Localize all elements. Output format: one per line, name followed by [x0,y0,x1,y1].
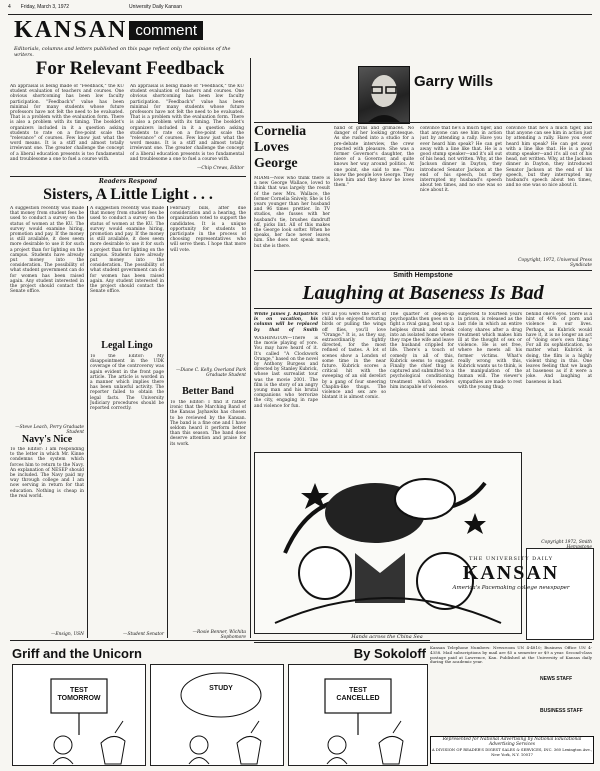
hempstone-col2: For all you were the sort of child who enjoyed torturing birds or pulling the wings off flies, you'll love "Orange." It is, as they say, extraordinarily tightly directed, for the most refined of tastes. A lot of scenes show a London of some time in the near future. Kubrick scores a critical hit with the sweeping of an old derelict by a gang of four sneering Chaplin-like thugs. The violence and sex are so blatant it is almost comic. [322,312,386,401]
legal-letter-signature: —Student Senator [123,632,164,637]
hempstone-headline: Laughing at Baseness Is Bad [302,282,544,304]
ad-rep-line: Represented for National Advertising by National Educational Advertising Services [442,737,582,747]
divider [254,122,592,123]
comic-title: Griff and the Unicorn [12,646,142,661]
page-number: 4 [8,4,11,10]
ad-address: A DIVISION OF READER'S DIGEST SALES & SERVICES, INC. 360 Lexington Ave., New York, N.Y. 10017 [431,747,593,757]
sisters-letter-continued: A suggestion recently was made that money from student fees be used to conduct a survey on the status of women at the KU. The survey would examine hiring, promotion and pay. If the money is still available, it does seem more desirable to use it for such a project than for lighting on the campus. Students have already put money into the consideration. The possibility of what student government can do for women has been raised again. Any student interested in the project should contact the Senate office. [90,206,164,295]
editorial-body-col1: An appraisal is being made of "Feedback," the KU student evaluation of teachers and courses. One obvious shortcoming has been low faculty participation. "Feedback's" value has been minimal for many students whose future professors have not felt the need to be evaluated. That is a problem with the evaluation form. There is also a problem with its timing. The booklet's organizers included in it a question asking students to rate on a five-point scale the "relevance" of courses. Few know just what the word means. It is a stiff and almost totally irrelevant one. The greater challenge the concept of a liberal education presents is too fundamental and troublesome a one to fuel a course with. [10,84,124,162]
hempstone-kicker: Smith Hempstone [393,272,453,279]
business-staff-heading: BUSINESS STAFF [540,708,583,714]
divider [10,640,430,641]
hempstone-col4: subjected to fourteen years in prison, is released as the last ride in which an entire colony shares after a drug treatment which makes him ill at the thought of sex or violence. He is set free, where he meets all his former victims. What's really wrong with this, Kubrick wants us to think, is the manipulation of the human will. The viewer's sympathies are made to rest with the young thug. [458,312,522,390]
column-rule [87,206,88,638]
staff-details: Kansan Telephone Numbers: Newsroom UN 4-4810; Business Office UN 4-4358. Mail subscriptions by mail are $5 a semester or $9 a year. Second-class postage paid at Lawrence, Kan. Published at the University of Kansas daily during the academic year. [430,646,592,665]
divider [254,270,592,271]
hempstone-col5: behind one's eyes. There is a hint of 40% of porn and violence in our lives. Perhaps, as Kubrick would have it, it is no longer an act of "doing one's own thing." For all its sophistication, no matter what Kubrick is doing, the film is a highly violent thing in this. One leaves feeling that we laugh at baseness as if it were a joke. And laughing at baseness is bad. [526,312,592,385]
band-letter-body: To the Editor: I find it rather ironic that the Marching Band of the Kansas Jayhawks has chosen to be reviewed by the Kansan. The band is a fine one and I have seldom heard it perform better than this season. The band does deserve attention and praise for its work. [170,400,246,447]
navy-headline: Navy's Nice [21,434,73,445]
staff-masthead [430,556,592,591]
masthead-subhead: Editorials, columns and letters published on this page reflect only the opinions of the writers. [14,46,231,58]
folio-date: Friday, March 3, 1972 [20,4,70,10]
comic-byline: By Sokoloff [353,646,426,661]
band-headline: Better Band [182,386,234,397]
divider [10,176,246,177]
sisters-letter-signature: —Steve Leach, Perry Graduate Student [15,425,84,435]
columnist-photo [358,66,410,124]
hempstone-col1: WASHINGTON—There is the movie playing of yore. You may have heard of it. It's called "A Clockwork Orange," based on the novel by Anthony Burgess and directed by Stanley Kubrick, whose last surrealist tour was the movie 2001. The film is the story of an angry young man and his brutal companions who terrorize the city, engaging in rape and violence for fun. [254,336,318,409]
political-cartoon [254,452,522,634]
readers-kicker: Readers Respond [98,178,158,185]
staff-name: KANSAN [462,562,560,584]
column-rule [167,206,168,638]
folio-paper: University Daily Kansan [129,4,182,10]
fair-letter-signature: —Diane C. Kelly, Overland Park Graduate Student [176,368,246,378]
comic-panel-3 [288,664,428,766]
navy-letter-body: To the Editor: I am responding to the letter in which Mr. Kinne condemns the system which forces him to return to the Navy. An explanation of NESEP should be included. The Navy paid my way through college and I am now serving in return for that education. Nothing is cheap in the real world. [10,447,84,499]
hempstone-col3: The quarter of doped-up psychopaths then goes on to fight a rival gang, beat up a helpless drunk and break into an isolated home where they rape the wife and leave the husband crippled for life. There's a touch of comedy in all of this, Kubrick seems to suggest. Finally the chief thug is captured and submitted to a psychological conditioning treatment which renders him incapable of violence. [390,312,454,390]
cornelia-body-col2: hand of grins and grimaces. No danger of her looking grotesque. As she rushed into a studio for a pre-debate interview, the crew reacted with pleasure. She was a former Governor's daughter, the niece of a Governor, and quite knows her way around politics. At one point, she said to me: "You know the people love George. They love him and they know he loves them." [334,126,414,189]
legal-letter-body: To the Editor: My disappointment in the UDK coverage of the controversy was again evident in the front page article. The article is worded in a manner which implies there has been unlawful activity. The reporter failed to obtain the legal facts. The University Judiciary procedures should be reported correctly. [90,354,164,412]
cartoon-caption: Hands across the China Sea [351,634,423,640]
editorial-signature: —Chip Crews, Editor [197,166,244,171]
wills-name: Garry Wills [414,73,494,90]
masthead-section: comment [129,21,203,40]
folio-line [8,4,592,15]
staff-paper-line: THE UNIVERSITY DAILY [468,556,554,562]
sisters-letter-body: A suggestion recently was made that money from student fees be used to conduct a survey on the status of women at the KU. The survey would examine hiring, promotion and pay. If the money is still available, it does seem more desirable to use it for such a project than for lighting on the campus. Students have already put money into the consideration. The possibility of what student government can do for women has been raised again. Any student interested in the project should contact the Senate office. [10,206,84,295]
fair-letter-body: February bills, after due consideration and a hearing, the organization voted to support the candidates. It is a unique opportunity for students to participate in the process of choosing representatives who will serve them. I hope that more will vote. [170,206,246,253]
panel3-sign: TEST CANCELLED [336,687,380,702]
cornelia-headline: Cornelia Loves George [254,124,307,171]
panel2-sign: STUDY [209,685,233,692]
ad-representation-box [430,736,594,764]
masthead-name: KANSAN [14,16,128,43]
editorial-body-col2: An appraisal is being made of "Feedback," the KU student evaluation of teachers and courses. One obvious shortcoming has been low faculty participation. "Feedback's" value has been minimal for many students whose future professors have not felt the need to be evaluated. That is a problem with the evaluation form. There is also a problem with its timing. The booklet's organizers included in it a question asking students to rate on a five-point scale the "relevance" of courses. Few know just what the word means. It is a stiff and almost totally irrelevant one. The greater challenge the concept of a liberal education presents is too fundamental and troublesome a one to fuel a course with. [130,84,244,162]
comic-panel-2 [150,664,284,766]
divider [254,308,592,309]
divider [254,642,592,643]
cornelia-body-col1: MIAMI—Now who think there is a new George Wallace, loved to think that was largely the result of the new Mrs. Wallace, the former Cornelia Snively. She is 16 years younger than her husband and 96 times prettier. In TV studios, she fusses with her husband's tie, brushes dandruff off, picks lint. All of this makes the George look softer. When he speaks, her face never leaves him. She does not speak much, but she is there. [254,176,330,249]
legal-headline: Legal Lingo [101,340,153,351]
wills-body-col2: convince that he's a much tiger, and that anyone can see him in action just by attending a rally. Have you ever heard him speak? He can get away with a line like that. He is a good stump speaker—and it's all out of his head, not written. Why, at the Jackson dinner in Dayton, they introduced Senator Jackson at the end of his speech, but they interrupted my husband's speech about ten times, and no one was so nice about it. [506,126,592,189]
hempstone-credit: Copyright 1972, Smith [541,540,592,545]
wills-credit: Copyright, 1972, Universal Press Syndicate [518,258,592,268]
staff-tagline: America's Pacemaking college newspaper [452,585,570,591]
wills-body-col1: convince that he's a much tiger, and that anyone can see him in action just by attending a rally. Have you ever heard him speak? He can get away with a line like that. He is a good stump speaker—and it's all out of his head, not written. Why, at the Jackson dinner in Dayton, they introduced Senator Jackson at the end of his speech, but they interrupted my husband's speech about ten times, and no one was so nice about it. [420,126,502,194]
editorial-title: For Relevant Feedback [35,58,225,79]
navy-letter-signature: —Ensign, USN [50,632,84,637]
column-rule [250,58,251,638]
comic-panel-1 [12,664,146,766]
band-letter-signature: —Rosie Benner, Wichita Sophomore [192,630,246,640]
hempstone-editor-note: While James J. Kilpatrick is on vacation, his column will be replaced by that of Smith [254,312,318,332]
news-staff-heading: NEWS STAFF [540,676,573,682]
masthead [14,16,314,44]
panel1-sign: TEST TOMORROW [57,687,101,702]
readers-headline: Sisters, A Little Light . . . [43,186,213,203]
